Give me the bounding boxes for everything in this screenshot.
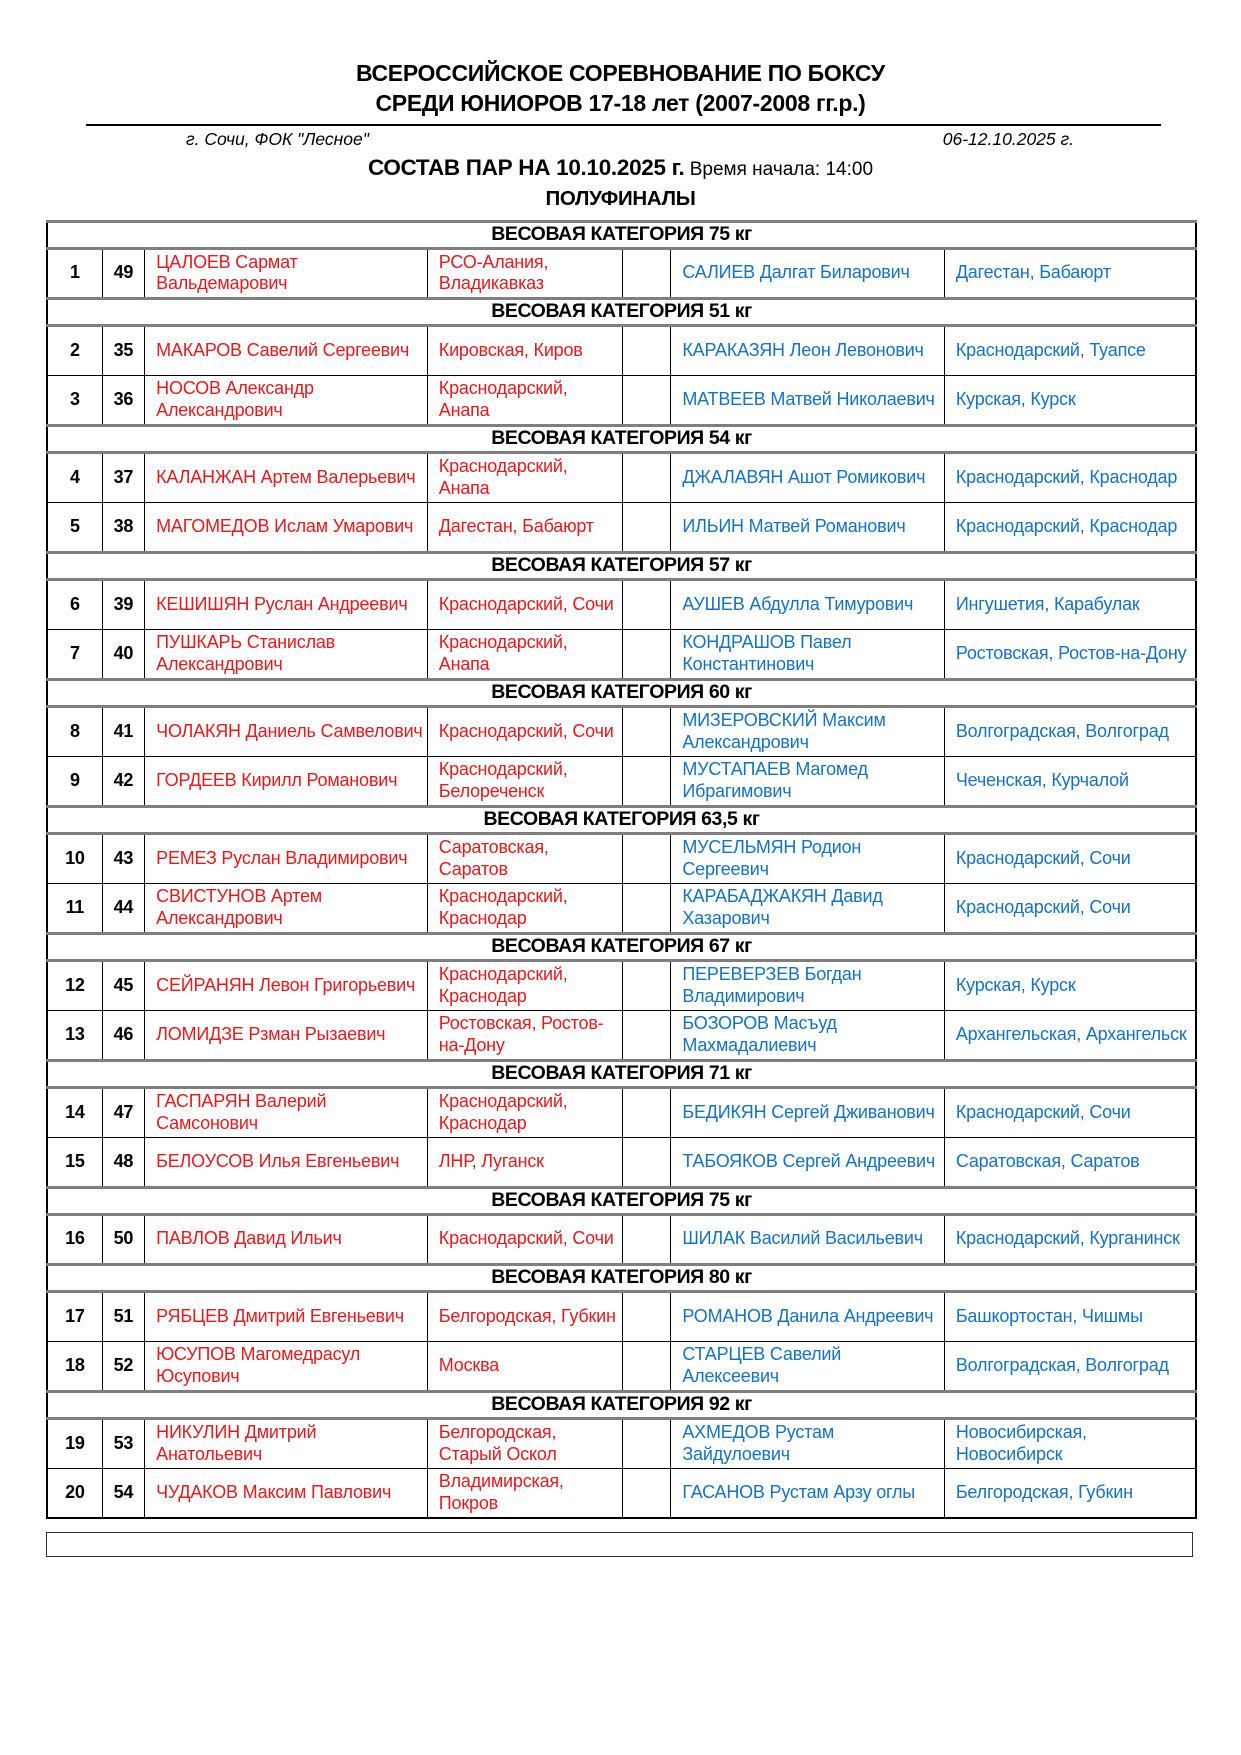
red-name-cell: ЧУДАКОВ Максим Павлович xyxy=(145,1468,428,1518)
red-name-cell: СЕЙРАНЯН Левон Григорьевич xyxy=(145,960,428,1010)
bout-row xyxy=(47,1341,1196,1391)
blue-name-cell: БЕДИКЯН Сергей Дживанович xyxy=(671,1087,944,1137)
blue-region-cell: Краснодарский, Краснодар xyxy=(944,452,1196,502)
category-header-row xyxy=(47,552,1196,579)
red-name-cell: КЕШИШЯН Руслан Андреевич xyxy=(145,579,428,629)
red-name-cell: ПАВЛОВ Давид Ильич xyxy=(145,1214,428,1264)
red-region-cell: Саратовская, Саратов xyxy=(427,833,622,883)
corner-spacer-cell xyxy=(623,756,671,806)
bout-number-cell: 54 xyxy=(102,1468,145,1518)
bout-row xyxy=(47,1087,1196,1137)
blue-region-cell: Краснодарский, Сочи xyxy=(944,833,1196,883)
red-name-cell: НИКУЛИН Дмитрий Анатольевич xyxy=(145,1418,428,1468)
bout-number-cell: 49 xyxy=(102,248,145,298)
category-title: ВЕСОВАЯ КАТЕГОРИЯ 92 кг xyxy=(47,1391,1196,1418)
blue-name-cell: МУСТАПАЕВ Магомед Ибрагимович xyxy=(671,756,944,806)
bout-row xyxy=(47,833,1196,883)
venue-line xyxy=(0,129,1241,150)
red-name-cell: БЕЛОУСОВ Илья Евгеньевич xyxy=(145,1137,428,1187)
corner-spacer-cell xyxy=(623,248,671,298)
red-region-cell: Краснодарский, Краснодар xyxy=(427,960,622,1010)
seq-cell: 8 xyxy=(47,706,102,756)
blue-region-cell: Волгоградская, Волгоград xyxy=(944,1341,1196,1391)
corner-spacer-cell xyxy=(623,960,671,1010)
red-name-cell: ГАСПАРЯН Валерий Самсонович xyxy=(145,1087,428,1137)
bout-row xyxy=(47,960,1196,1010)
bout-number-cell: 50 xyxy=(102,1214,145,1264)
category-title: ВЕСОВАЯ КАТЕГОРИЯ 60 кг xyxy=(47,679,1196,706)
red-region-cell: Краснодарский, Анапа xyxy=(427,375,622,425)
blue-region-cell: Краснодарский, Курганинск xyxy=(944,1214,1196,1264)
seq-cell: 20 xyxy=(47,1468,102,1518)
blue-name-cell: ТАБОЯКОВ Сергей Андреевич xyxy=(671,1137,944,1187)
seq-cell: 4 xyxy=(47,452,102,502)
bout-number-cell: 39 xyxy=(102,579,145,629)
red-name-cell: МАГОМЕДОВ Ислам Умарович xyxy=(145,502,428,552)
bout-number-cell: 48 xyxy=(102,1137,145,1187)
category-title: ВЕСОВАЯ КАТЕГОРИЯ 75 кг xyxy=(47,1187,1196,1214)
red-region-cell: Белгородская, Старый Оскол xyxy=(427,1418,622,1468)
bout-row xyxy=(47,452,1196,502)
blue-name-cell: МИЗЕРОВСКИЙ Максим Александрович xyxy=(671,706,944,756)
bout-row xyxy=(47,1137,1196,1187)
red-region-cell: ЛНР, Луганск xyxy=(427,1137,622,1187)
blue-name-cell: КАРАБАДЖАКЯН Давид Хазарович xyxy=(671,883,944,933)
seq-cell: 3 xyxy=(47,375,102,425)
seq-cell: 9 xyxy=(47,756,102,806)
seq-cell: 16 xyxy=(47,1214,102,1264)
blue-name-cell: МУСЕЛЬМЯН Родион Сергеевич xyxy=(671,833,944,883)
category-header-row xyxy=(47,221,1196,248)
bout-row xyxy=(47,502,1196,552)
red-region-cell: Ростовская, Ростов-на-Дону xyxy=(427,1010,622,1060)
seq-cell: 19 xyxy=(47,1418,102,1468)
bout-number-cell: 38 xyxy=(102,502,145,552)
blue-name-cell: БОЗОРОВ Масъуд Махмадалиевич xyxy=(671,1010,944,1060)
corner-spacer-cell xyxy=(623,1291,671,1341)
corner-spacer-cell xyxy=(623,325,671,375)
red-name-cell: РЕМЕЗ Руслан Владимирович xyxy=(145,833,428,883)
seq-cell: 11 xyxy=(47,883,102,933)
bout-number-cell: 37 xyxy=(102,452,145,502)
corner-spacer-cell xyxy=(623,452,671,502)
red-region-cell: Краснодарский, Краснодар xyxy=(427,1087,622,1137)
corner-spacer-cell xyxy=(623,1137,671,1187)
seq-cell: 13 xyxy=(47,1010,102,1060)
red-name-cell: ЮСУПОВ Магомедрасул Юсупович xyxy=(145,1341,428,1391)
corner-spacer-cell xyxy=(623,502,671,552)
blue-region-cell: Ростовская, Ростов-на-Дону xyxy=(944,629,1196,679)
category-header-row xyxy=(47,1187,1196,1214)
category-title: ВЕСОВАЯ КАТЕГОРИЯ 75 кг xyxy=(47,221,1196,248)
blue-region-cell: Курская, Курск xyxy=(944,960,1196,1010)
red-region-cell: Белгородская, Губкин xyxy=(427,1291,622,1341)
corner-spacer-cell xyxy=(623,833,671,883)
red-name-cell: ЛОМИДЗЕ Рзман Рызаевич xyxy=(145,1010,428,1060)
red-name-cell: СВИСТУНОВ Артем Александрович xyxy=(145,883,428,933)
category-header-row xyxy=(47,933,1196,960)
bout-row xyxy=(47,1291,1196,1341)
category-title: ВЕСОВАЯ КАТЕГОРИЯ 71 кг xyxy=(47,1060,1196,1087)
bout-number-cell: 44 xyxy=(102,883,145,933)
blue-region-cell: Саратовская, Саратов xyxy=(944,1137,1196,1187)
blue-name-cell: ШИЛАК Василий Васильевич xyxy=(671,1214,944,1264)
bout-row xyxy=(47,579,1196,629)
seq-cell: 7 xyxy=(47,629,102,679)
category-title: ВЕСОВАЯ КАТЕГОРИЯ 80 кг xyxy=(47,1264,1196,1291)
category-title: ВЕСОВАЯ КАТЕГОРИЯ 57 кг xyxy=(47,552,1196,579)
bout-row xyxy=(47,325,1196,375)
event-dates: 06-12.10.2025 г. xyxy=(942,128,1074,149)
red-name-cell: РЯБЦЕВ Дмитрий Евгеньевич xyxy=(145,1291,428,1341)
seq-cell: 10 xyxy=(47,833,102,883)
seq-cell: 12 xyxy=(47,960,102,1010)
category-header-row xyxy=(47,425,1196,452)
blue-name-cell: ПЕРЕВЕРЗЕВ Богдан Владимирович xyxy=(671,960,944,1010)
seq-cell: 5 xyxy=(47,502,102,552)
bout-number-cell: 47 xyxy=(102,1087,145,1137)
blue-region-cell: Новосибирская, Новосибирск xyxy=(944,1418,1196,1468)
bout-number-cell: 45 xyxy=(102,960,145,1010)
blue-name-cell: ДЖАЛАВЯН Ашот Ромикович xyxy=(671,452,944,502)
bout-row xyxy=(47,756,1196,806)
category-title: ВЕСОВАЯ КАТЕГОРИЯ 51 кг xyxy=(47,298,1196,325)
corner-spacer-cell xyxy=(623,1341,671,1391)
red-region-cell: Кировская, Киров xyxy=(427,325,622,375)
seq-cell: 2 xyxy=(47,325,102,375)
blue-region-cell: Волгоградская, Волгоград xyxy=(944,706,1196,756)
red-name-cell: ПУШКАРЬ Станислав Александрович xyxy=(145,629,428,679)
category-title: ВЕСОВАЯ КАТЕГОРИЯ 63,5 кг xyxy=(47,806,1196,833)
red-region-cell: Краснодарский, Анапа xyxy=(427,452,622,502)
category-header-row xyxy=(47,806,1196,833)
seq-cell: 17 xyxy=(47,1291,102,1341)
category-header-row xyxy=(47,679,1196,706)
red-region-cell: Владимирская, Покров xyxy=(427,1468,622,1518)
bout-number-cell: 42 xyxy=(102,756,145,806)
seq-cell: 6 xyxy=(47,579,102,629)
red-name-cell: НОСОВ Александр Александрович xyxy=(145,375,428,425)
corner-spacer-cell xyxy=(623,706,671,756)
corner-spacer-cell xyxy=(623,1214,671,1264)
blue-name-cell: СТАРЦЕВ Савелий Алексеевич xyxy=(671,1341,944,1391)
corner-spacer-cell xyxy=(623,375,671,425)
red-name-cell: ГОРДЕЕВ Кирилл Романович xyxy=(145,756,428,806)
blue-region-cell: Архангельская, Архангельск xyxy=(944,1010,1196,1060)
blue-region-cell: Дагестан, Бабаюрт xyxy=(944,248,1196,298)
blue-name-cell: ГАСАНОВ Рустам Арзу оглы xyxy=(671,1468,944,1518)
venue-text: г. Сочи, ФОК "Лесное" xyxy=(186,128,369,149)
bout-row xyxy=(47,883,1196,933)
red-region-cell: Краснодарский, Сочи xyxy=(427,1214,622,1264)
bout-row xyxy=(47,375,1196,425)
red-region-cell: Краснодарский, Краснодар xyxy=(427,883,622,933)
bout-number-cell: 35 xyxy=(102,325,145,375)
bout-number-cell: 36 xyxy=(102,375,145,425)
bout-number-cell: 53 xyxy=(102,1418,145,1468)
category-header-row xyxy=(47,1264,1196,1291)
bout-row xyxy=(47,1214,1196,1264)
blue-name-cell: САЛИЕВ Далгат Биларович xyxy=(671,248,944,298)
blue-name-cell: ИЛЬИН Матвей Романович xyxy=(671,502,944,552)
red-name-cell: МАКАРОВ Савелий Сергеевич xyxy=(145,325,428,375)
red-name-cell: ЧОЛАКЯН Даниель Самвелович xyxy=(145,706,428,756)
seq-cell: 18 xyxy=(47,1341,102,1391)
blue-region-cell: Ингушетия, Карабулак xyxy=(944,579,1196,629)
bout-number-cell: 51 xyxy=(102,1291,145,1341)
red-name-cell: КАЛАНЖАН Артем Валерьевич xyxy=(145,452,428,502)
bout-row xyxy=(47,1468,1196,1518)
pairs-heading xyxy=(0,155,1241,181)
red-region-cell: РСО-Алания, Владикавказ xyxy=(427,248,622,298)
bout-row xyxy=(47,706,1196,756)
bout-row xyxy=(47,1010,1196,1060)
title-divider xyxy=(86,124,1161,126)
stage-title: ПОЛУФИНАЛЫ xyxy=(545,186,696,210)
blue-name-cell: РОМАНОВ Данила Андреевич xyxy=(671,1291,944,1341)
red-name-cell: ЦАЛОЕВ Сармат Вальдемарович xyxy=(145,248,428,298)
red-region-cell: Краснодарский, Сочи xyxy=(427,579,622,629)
blue-region-cell: Краснодарский, Туапсе xyxy=(944,325,1196,375)
blue-region-cell: Краснодарский, Сочи xyxy=(944,883,1196,933)
bout-row xyxy=(47,629,1196,679)
bout-number-cell: 41 xyxy=(102,706,145,756)
red-region-cell: Краснодарский, Анапа xyxy=(427,629,622,679)
red-region-cell: Москва xyxy=(427,1341,622,1391)
blue-name-cell: АУШЕВ Абдулла Тимурович xyxy=(671,579,944,629)
category-title: ВЕСОВАЯ КАТЕГОРИЯ 67 кг xyxy=(47,933,1196,960)
seq-cell: 15 xyxy=(47,1137,102,1187)
red-region-cell: Краснодарский, Сочи xyxy=(427,706,622,756)
blue-region-cell: Белгородская, Губкин xyxy=(944,1468,1196,1518)
blue-name-cell: МАТВЕЕВ Матвей Николаевич xyxy=(671,375,944,425)
category-title: ВЕСОВАЯ КАТЕГОРИЯ 54 кг xyxy=(47,425,1196,452)
corner-spacer-cell xyxy=(623,579,671,629)
red-region-cell: Краснодарский, Белореченск xyxy=(427,756,622,806)
blue-region-cell: Чеченская, Курчалой xyxy=(944,756,1196,806)
blue-region-cell: Башкортостан, Чишмы xyxy=(944,1291,1196,1341)
corner-spacer-cell xyxy=(623,629,671,679)
blue-region-cell: Курская, Курск xyxy=(944,375,1196,425)
corner-spacer-cell xyxy=(623,883,671,933)
start-time: Время начала: 14:00 xyxy=(689,158,874,180)
corner-spacer-cell xyxy=(623,1468,671,1518)
blue-name-cell: КОНДРАШОВ Павел Константинович xyxy=(671,629,944,679)
empty-footer-strip xyxy=(46,1532,1193,1557)
blue-region-cell: Краснодарский, Сочи xyxy=(944,1087,1196,1137)
pairs-title: СОСТАВ ПАР НА 10.10.2025 г. xyxy=(367,154,685,180)
category-header-row xyxy=(47,1060,1196,1087)
blue-name-cell: КАРАКАЗЯН Леон Левонович xyxy=(671,325,944,375)
category-header-row xyxy=(47,298,1196,325)
pairs-table xyxy=(46,220,1197,1520)
bout-number-cell: 40 xyxy=(102,629,145,679)
document-title xyxy=(0,58,1241,119)
category-header-row xyxy=(47,1391,1196,1418)
bout-number-cell: 43 xyxy=(102,833,145,883)
blue-name-cell: АХМЕДОВ Рустам Зайдулоевич xyxy=(671,1418,944,1468)
seq-cell: 14 xyxy=(47,1087,102,1137)
bout-row xyxy=(47,248,1196,298)
corner-spacer-cell xyxy=(623,1010,671,1060)
title-line-1: ВСЕРОССИЙСКОЕ СОРЕВНОВАНИЕ ПО БОКСУ xyxy=(356,60,885,86)
seq-cell: 1 xyxy=(47,248,102,298)
red-region-cell: Дагестан, Бабаюрт xyxy=(427,502,622,552)
corner-spacer-cell xyxy=(623,1418,671,1468)
bout-number-cell: 46 xyxy=(102,1010,145,1060)
corner-spacer-cell xyxy=(623,1087,671,1137)
title-line-2: СРЕДИ ЮНИОРОВ 17-18 лет (2007-2008 гг.р.) xyxy=(375,90,866,117)
bout-row xyxy=(47,1418,1196,1468)
bout-number-cell: 52 xyxy=(102,1341,145,1391)
blue-region-cell: Краснодарский, Краснодар xyxy=(944,502,1196,552)
